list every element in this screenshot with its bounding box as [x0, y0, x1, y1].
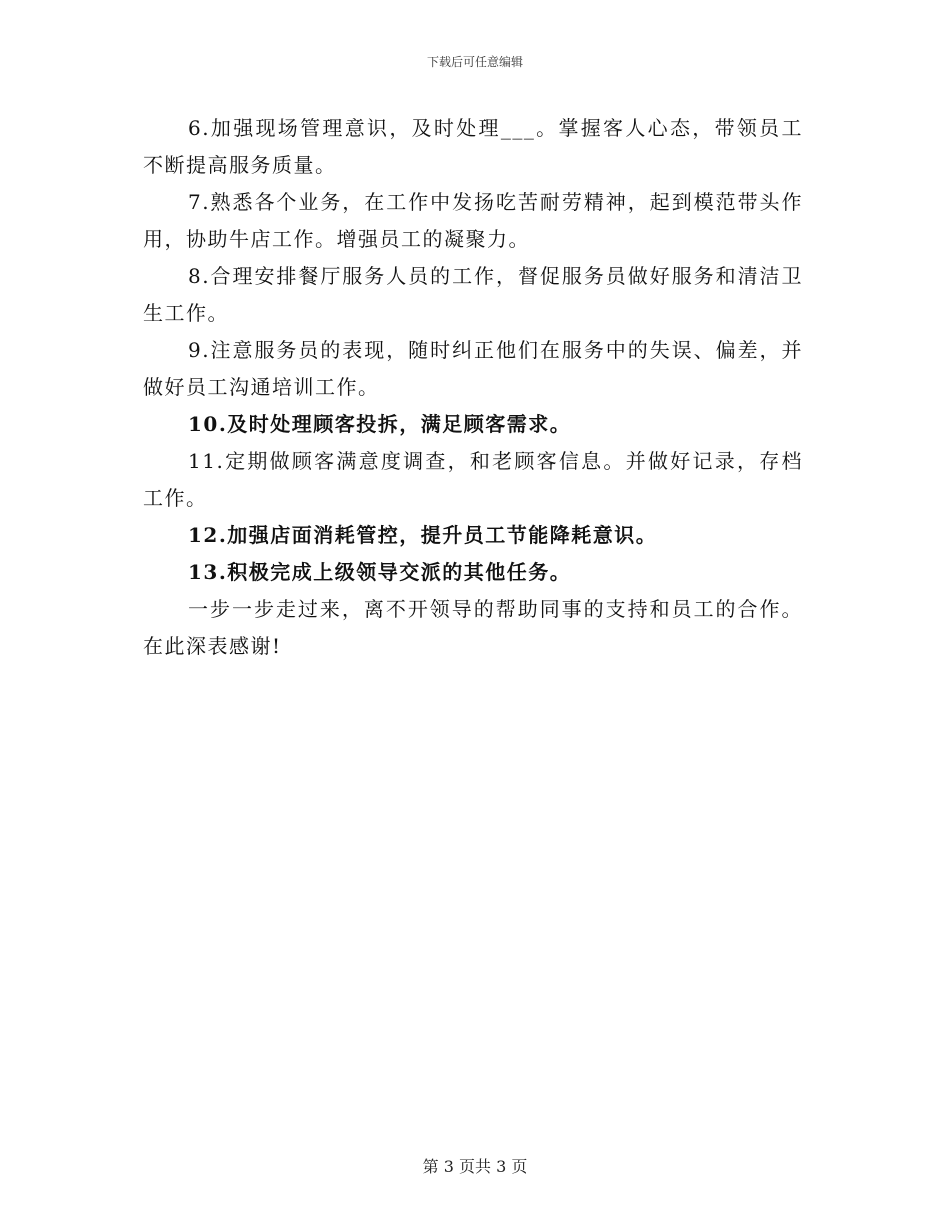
paragraph-item-10: 10.及时处理顾客投拆，满足顾客需求。 — [188, 412, 572, 436]
paragraph-item-8: 8.合理安排餐厅服务人员的工作，督促服务员做好服务和清洁卫生工作。 — [143, 264, 803, 325]
paragraph-item-7: 7.熟悉各个业务，在工作中发扬吃苦耐劳精神，起到模范带头作用，协助牛店工作。增强员工的凝聚力。 — [143, 190, 803, 251]
paragraph-item-11: 11.定期做顾客满意度调查，和老顾客信息。并做好记录，存档工作。 — [143, 449, 803, 510]
paragraph-item-12: 12.加强店面消耗管控，提升员工节能降耗意识。 — [188, 523, 658, 547]
closing-paragraph: 一步一步走过来，离不开领导的帮助同事的支持和员工的合作。在此深表感谢! — [143, 597, 803, 658]
document-body — [143, 110, 803, 665]
paragraph-item-13: 13.积极完成上级领导交派的其他任务。 — [188, 560, 572, 584]
paragraph-item-9: 9.注意服务员的表现，随时纠正他们在服务中的失误、偏差，并做好员工沟通培训工作。 — [143, 338, 803, 399]
paragraph-item-6: 6.加强现场管理意识，及时处理___。掌握客人心态，带领员工不断提高服务质量。 — [143, 116, 803, 177]
page-header: 下载后可任意编辑 — [426, 55, 523, 69]
page-number-footer: 第 3 页共 3 页 — [422, 1157, 528, 1176]
